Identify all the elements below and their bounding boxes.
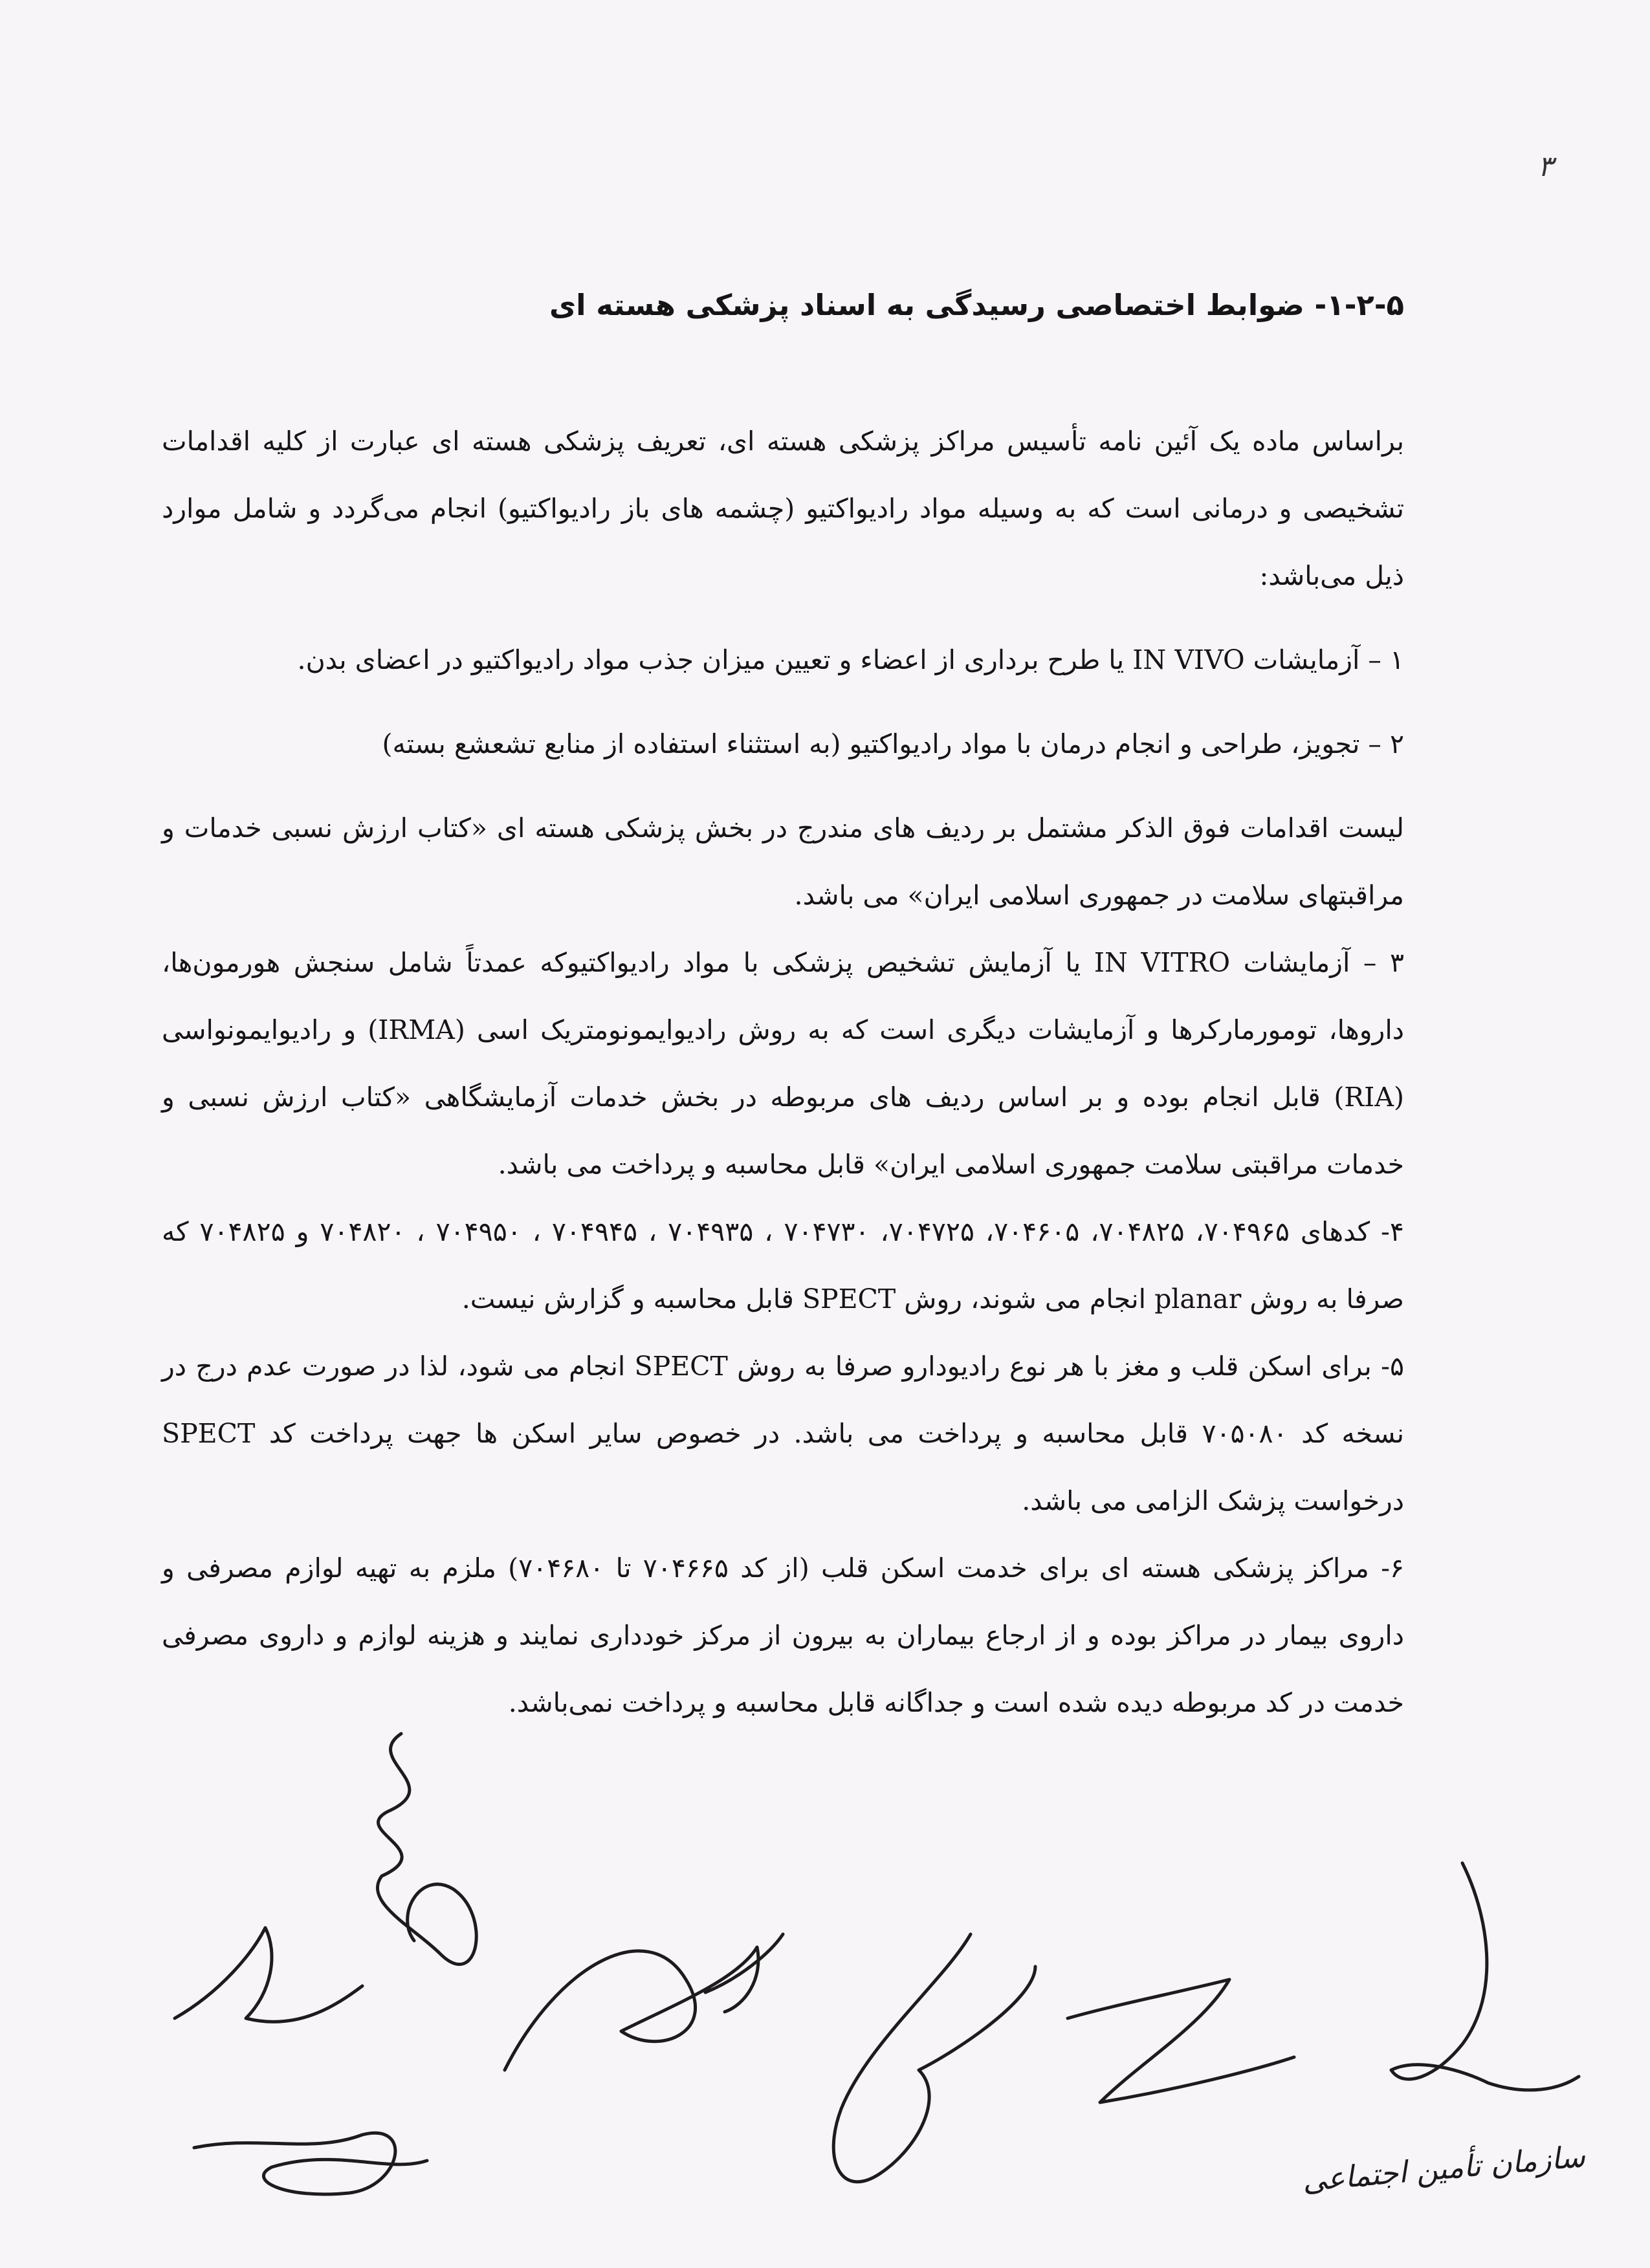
signature-5 xyxy=(1068,1863,1579,2102)
paragraph-item-1: ۱ – آزمایشات IN VIVO یا طرح برداری از اعضاء و تعیین میزان جذب مواد رادیواکتیو در اعضای بدن. xyxy=(297,644,1404,675)
signature-1 xyxy=(377,1734,476,1964)
paragraph-item-5: ۵- برای اسکن قلب و مغز با هر نوع رادیودارو صرفا به روش SPECT انجام می شود، لذا در صورت عدم درج در نسخه کد ۷۰۵۰۸۰ قابل محاسبه و پرداخت می باشد. در خصوص سایر اسکن ها جهت پرداخت کد SPECT درخواست پزشک الزامی می باشد. xyxy=(162,1351,1404,1516)
paragraph-item-2: ۲ – تجویز، طراحی و انجام درمان با مواد رادیواکتیو (به استثناء استفاده از منابع تشعشع بسته) xyxy=(382,728,1404,759)
signature-4 xyxy=(833,1934,1035,2182)
signature-3 xyxy=(505,1934,783,2070)
paragraph-intro: براساس ماده یک آئین نامه تأسیس مراکز پزشکی هسته ای، تعریف پزشکی هسته ای عبارت از کلیه اقدامات تشخیصی و درمانی است که به وسیله مواد رادیواکتیو (چشمه های باز رادیواکتیو) انجام می‌گردد و شامل موارد ذیل می‌باشد: xyxy=(162,426,1404,591)
paragraph-list-note: لیست اقدامات فوق الذکر مشتمل بر ردیف های مندرج در بخش پزشکی هسته ای «کتاب ارزش نسبی خدمات و مراقبتهای سلامت در جمهوری اسلامی ایران» می باشد. xyxy=(162,812,1404,911)
section-heading: ۱-۲-۵- ضوابط اختصاصی رسیدگی به اسناد پزشکی هسته ای xyxy=(549,288,1404,322)
page-number-mark: ۳ xyxy=(1537,150,1553,183)
organization-stamp-label: سازمان تأمین اجتماعی xyxy=(1301,2139,1587,2198)
signature-2 xyxy=(175,1928,427,2194)
paragraph-item-3: ۳ – آزمایشات IN VITRO یا آزمایش تشخیص پزشکی با مواد رادیواکتیوکه عمدتاً شامل سنجش هورمون‌ها، داروها، تومورمارکرها و آزمایشات دیگری است که به روش رادیوایمونومتریک اسی (IRMA) و رادیوایمونواسی (RIA) قابل انجام بوده و بر اساس ردیف های مربوطه در بخش خدمات آزمایشگاهی «کتاب ارزش نسبی و خدمات مراقبتی سلامت جمهوری اسلامی ایران» قابل محاسبه و پرداخت می باشد. xyxy=(162,947,1404,1180)
paragraph-item-4: ۴- کدهای ۷۰۴۹۶۵، ۷۰۴۸۲۵، ۷۰۴۶۰۵، ۷۰۴۷۲۵، ۷۰۴۷۳۰ ، ۷۰۴۹۳۵ ، ۷۰۴۹۴۵ ، ۷۰۴۹۵۰ ، ۷۰۴۸۲۰ و ۷۰۴۸۲۵ که صرفا به روش planar انجام می شوند، روش SPECT قابل محاسبه و گزارش نیست. xyxy=(162,1216,1404,1314)
paragraph-item-6: ۶- مراکز پزشکی هسته ای برای خدمت اسکن قلب (از کد ۷۰۴۶۶۵ تا ۷۰۴۶۸۰) ملزم به تهیه لوازم مصرفی و داروی بیمار در مراکز بوده و از ارجاع بیماران به بیرون از مرکز خودداری نمایند و هزینه لوازم و داروی مصرفی خدمت در کد مربوطه دیده شده است و جداگانه قابل محاسبه و پرداخت نمی‌باشد. xyxy=(162,1553,1405,1718)
